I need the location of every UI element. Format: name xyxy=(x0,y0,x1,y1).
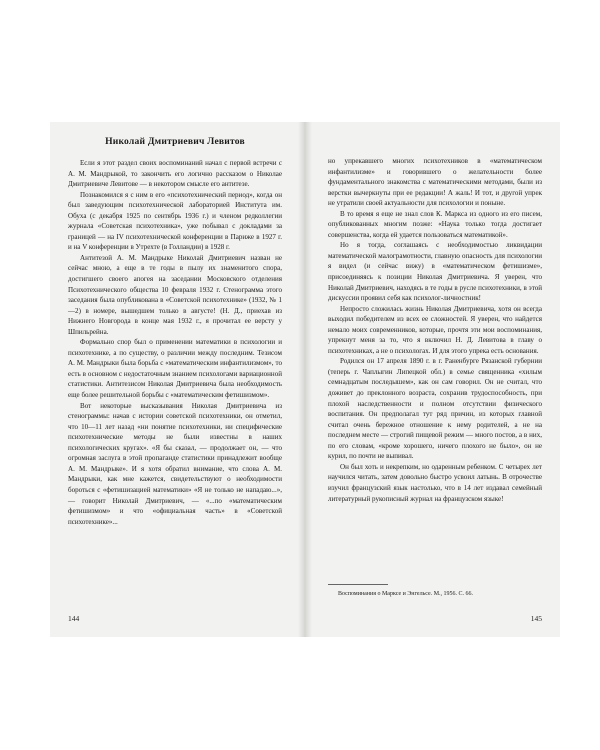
paragraph: Вот некоторые высказывания Николая Дмитриевича из стенограммы: начав с истории советской психотехники, он отметил, что 10—11 лет назад «ни понятие психотехники, ни специфические психотехнические методы не были известны в наших психологических кругах». «Я бы сказал, — продолжает он, — что огромная заслуга в этой пропаганде статистики принадлежит вообще А. М. Мандрыке». И я хотя обратил внимание, что слова А. М. Мандрыки, как мне кажется, свидетельствуют о необходимости бороться с «фетишизацией математики» «Я не только не нападаю...», — говорит Николай Дмитриевич, — «...по «математическим фетишизмом» и что «официальная часть» в «Советской психотехнике»... xyxy=(68,401,282,526)
page-number-left: 144 xyxy=(68,614,80,623)
paragraph: Родился он 17 апреля 1890 г. в г. Раненбурге Рязанской губернии (теперь г. Чаплыгин Липецкой обл.) в семье священника «хилым семнадцатым последышем», как он сам говорил. Он не считал, что доживет до преклонного возраста, сохранив трудоспособность, при плохой наследственности и полном отсутствии физического воспитания. Он предполагал тут ряд причин, из которых главной считал очень бережное отношение к нему родителей, а не на последнем месте — строгий пищевой режим — много постов, а в них, по его словам, «кроме хорошего, ничего плохого не было», он не курил, по почти не выпивал. xyxy=(328,357,542,461)
paragraph: Антитезой А. М. Мандрыке Николай Дмитриевич назван не сейчас мною, а еще в те годы в пылу их знаменитого спора, достигшего своего апогея на заседании Московского отделения Психотехнического общества 10 февраля 1932 г. Стенограмма этого заседания была опубликована в «Советской психотехнике» (1932, № 1—2) в номере, вышедшем только в августе! (Н. Д., приехав из Нижнего Новгорода в конце мая 1932 г., я прочитал ее версту у Шпильрейна. xyxy=(68,253,282,336)
paragraph: Он был хоть и некрепким, но одаренным ребенком. С четырех лет научился читать, затем довольно быстро усвоил латынь. В отрочестве изучил французский язык настолько, что в 14 лет издавал семейный литературный рукописный журнал на французском языке! xyxy=(328,462,542,503)
left-page xyxy=(50,122,300,637)
paragraph: Непросто сложилась жизнь Николая Дмитриевича, хотя он всегда выходил победителем из всех ее сложностей. Я уверен, что найдется немало моих современников, которые, прочтя эти мои воспоминания, упрекнут меня за то, что я включил Н. Д. Левитова в главу о психотехниках, а не о психологах. И для этого упрека есть основания. xyxy=(328,304,542,355)
chapter-title: Николай Дмитриевич Левитов xyxy=(105,136,245,147)
paragraph: Познакомился я с ним в его «психотехнический период», когда он был заведующим психотехнической лабораторией Института им. Обуха (с декабря 1925 по сентябрь 1936 г.) и членом редколлегии журнала «Советская психотехника», уже побывал с докладами за границей — на IV психотехнической конференции в Париже в 1927 г. и на V конференции в Утрехте (в Голландии) в 1928 г. xyxy=(68,190,282,252)
paragraph: Но я тогда, соглашаясь с необходимостью ликвидации математической малограмотности, главную опасность для психологии я видел (и сейчас вижу) в «математическом фетишизме», присоединяясь к позиции Николая Дмитриевича. Я уверен, что Николай Дмитриевич, находясь в те годы в русле психотехники, в этой дискуссии проявил себя как психолог-личностник! xyxy=(328,241,542,303)
paragraph: В то время я еще не знал слов К. Маркса из одного из его писем, опубликованных многим позже: «Наука только тогда достигает совершенства, когда ей удается пользоваться математикой». xyxy=(328,209,542,239)
left-page-text xyxy=(68,158,282,527)
footnote: Воспоминания о Марксе и Энгельсе. М., 1956. С. 66. xyxy=(338,591,474,597)
footnote-divider xyxy=(328,584,388,585)
paragraph: но упрекавшего многих психотехников в «математическом инфантилизме» и говорившего о желательности более фундаментального знакомства с математическими методами, были из верстки вычеркнуты при ее редакции! А жаль! И тот, и другой упрек не утратили своей актуальности для психологии и поныне. xyxy=(328,157,542,208)
book-spread xyxy=(50,122,560,637)
paragraph: Формально спор был о применении математики в психологии и психотехнике, а по существу, о различии между последним. Тезисом А. М. Мандрыки была борьба с «математическим инфантилизмом», то есть в основном с недостаточным знанием психологами вариационной статистики. Антитезисом Николая Дмитриевича была необходимость еще более решительной борьбы с «математическим фетишизмом». xyxy=(68,338,282,400)
page-number-right: 145 xyxy=(530,614,542,623)
right-page xyxy=(310,122,560,637)
paragraph: Если я этот раздел своих воспоминаний начал с первой встречи с А. М. Мандрыкой, то закончить его логично рассказом о Николае Дмитриевиче Левитове — в некотором смысле его антитезе. xyxy=(68,159,282,189)
right-page-text xyxy=(328,156,542,504)
